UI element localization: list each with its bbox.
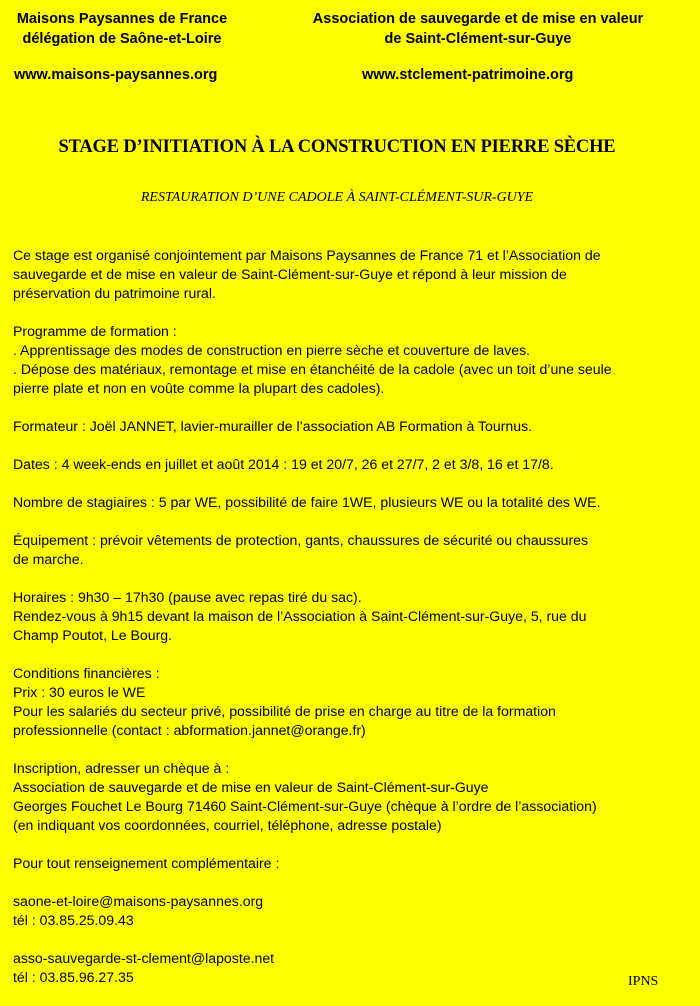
conditions-line: professionnelle (contact : abformation.jannet@orange.fr) xyxy=(13,722,366,738)
intro-line: sauvegarde et de mise en valeur de Saint-Clément-sur-Guye et répond à leur mission de xyxy=(13,266,567,282)
renseignement-paragraph xyxy=(13,854,688,873)
inscription-heading: Inscription, adresser un chèque à : xyxy=(13,760,230,776)
formateur-paragraph xyxy=(13,417,688,436)
horaires-line: Horaires : 9h30 – 17h30 (pause avec repas tiré du sac). xyxy=(13,589,362,605)
ipns-mark: IPNS xyxy=(628,974,659,989)
contact-block-mpf xyxy=(13,892,688,930)
programme-paragraph xyxy=(13,322,688,398)
programme-line: pierre plate et non en voûte comme la plupart des cadoles). xyxy=(13,380,385,396)
inscription-line: Georges Fouchet Le Bourg 71460 Saint-Clément-sur-Guye (chèque à l’ordre de l’association) xyxy=(13,798,597,814)
contact-email-mpf[interactable]: saone-et-loire@maisons-paysannes.org xyxy=(13,893,264,909)
programme-line: . Apprentissage des modes de construction en pierre sèche et couverture de laves. xyxy=(13,342,531,358)
inscription-paragraph xyxy=(13,759,688,835)
contact-block-association xyxy=(13,949,688,987)
equipement-paragraph xyxy=(13,531,688,569)
header-left-line2: délégation de Saône-et-Loire xyxy=(22,31,222,47)
conditions-paragraph xyxy=(13,664,688,740)
equipement-line: Équipement : prévoir vêtements de protection, gants, chaussures de sécurité ou chaussures xyxy=(13,532,589,548)
programme-heading: Programme de formation : xyxy=(13,323,177,339)
stagiaires-paragraph xyxy=(13,493,688,512)
contact-phone-association: tél : 03.85.96.27.35 xyxy=(13,969,134,985)
dates-paragraph xyxy=(13,455,688,474)
url-maisons-paysannes[interactable]: www.maisons-paysannes.org xyxy=(14,67,218,83)
intro-line: Ce stage est organisé conjointement par Maisons Paysannes de France 71 et l’Association de xyxy=(13,247,601,263)
header-right-line1: Association de sauvegarde et de mise en valeur xyxy=(312,11,644,27)
programme-line: . Dépose des matériaux, remontage et mise en étanchéité de la cadole (avec un toit d’une seule xyxy=(13,361,612,377)
formateur-line: Formateur : Joël JANNET, lavier-murailler de l’association AB Formation à Tournus. xyxy=(13,418,533,434)
header-left xyxy=(12,9,232,49)
conditions-line: Pour les salariés du secteur privé, possibilité de prise en charge au titre de la formation xyxy=(13,703,556,719)
header-left-line1: Maisons Paysannes de France xyxy=(16,11,228,27)
inscription-line: Association de sauvegarde et de mise en valeur de Saint-Clément-sur-Guye xyxy=(13,779,489,795)
url-stclement-patrimoine[interactable]: www.stclement-patrimoine.org xyxy=(362,67,574,83)
inscription-line: (en indiquant vos coordonnées, courriel, téléphone, adresse postale) xyxy=(13,817,442,833)
equipement-line: de marche. xyxy=(13,551,84,567)
header-right xyxy=(303,9,653,49)
dates-line: Dates : 4 week-ends en juillet et août 2014 : 19 et 20/7, 26 et 27/7, 2 et 3/8, 16 et 17/8. xyxy=(13,456,554,472)
contact-email-association[interactable]: asso-sauvegarde-st-clement@laposte.net xyxy=(13,950,275,966)
conditions-heading: Conditions financières : xyxy=(13,665,160,681)
intro-line: préservation du patrimoine rural. xyxy=(13,285,216,301)
body-text xyxy=(13,246,688,1006)
renseignement-line: Pour tout renseignement complémentaire : xyxy=(13,855,280,871)
header-right-line2: de Saint-Clément-sur-Guye xyxy=(384,31,572,47)
horaires-line: Rendez-vous à 9h15 devant la maison de l’Association à Saint-Clément-sur-Guye, 5, rue du xyxy=(13,608,587,624)
page-title: STAGE D’INITIATION À LA CONSTRUCTION EN PIERRE SÈCHE xyxy=(58,137,616,157)
stagiaires-line: Nombre de stagiaires : 5 par WE, possibilité de faire 1WE, plusieurs WE ou la totalité des WE. xyxy=(13,494,601,510)
horaires-line: Champ Poutot, Le Bourg. xyxy=(13,627,173,643)
intro-paragraph xyxy=(13,246,688,303)
page-subtitle: RESTAURATION D’UNE CADOLE À SAINT-CLÉMENT-SUR-GUYE xyxy=(140,190,534,205)
horaires-paragraph xyxy=(13,588,688,645)
conditions-prix: Prix : 30 euros le WE xyxy=(13,684,146,700)
contact-phone-mpf: tél : 03.85.25.09.43 xyxy=(13,912,134,928)
